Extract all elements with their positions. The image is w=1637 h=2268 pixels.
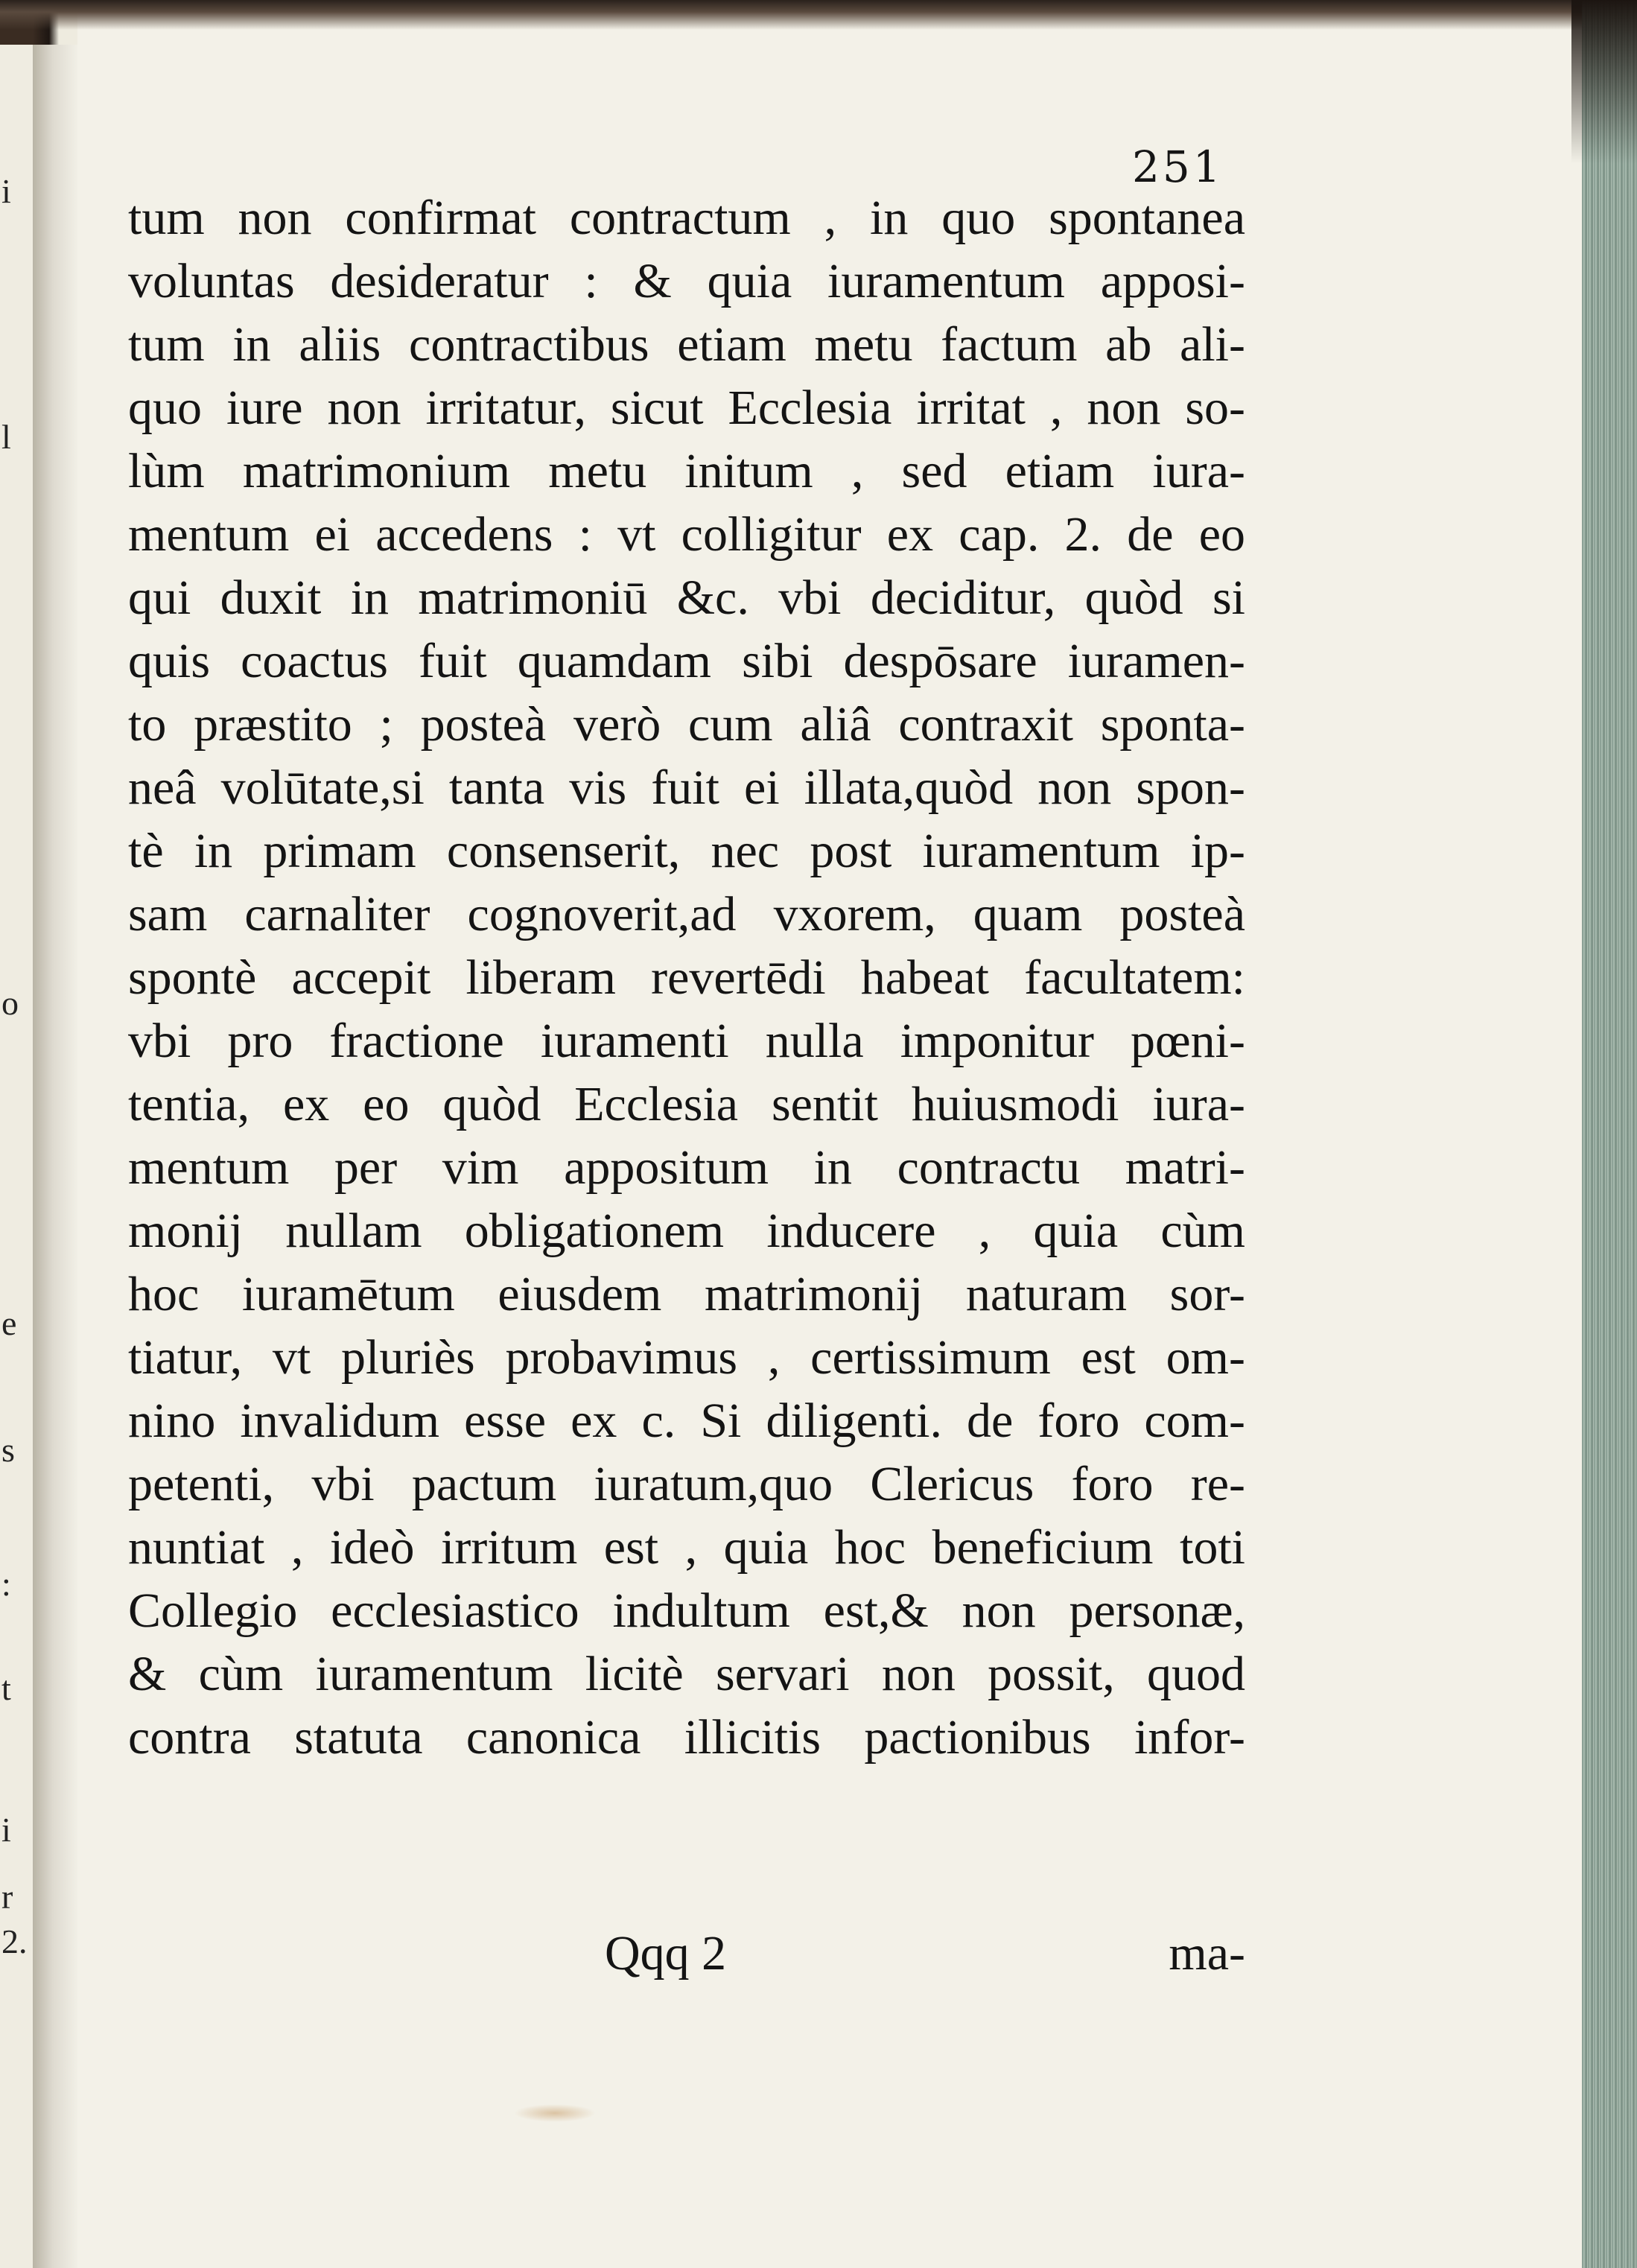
previous-page-edge [0,45,35,2268]
text-line: tum non confirmat contractum , in quo spontanea [128,191,1245,245]
fragment: s [1,1431,15,1469]
page-block-edge [1582,0,1637,2268]
text-line: Collegio ecclesiastico indultum est,& non personæ, [128,1584,1245,1638]
fragment: l [1,418,11,456]
fragment: : [1,1565,11,1603]
previous-page-fragments [0,45,33,2268]
text-line: neâ volūtate,si tanta vis fuit ei illata,quòd non spon- [128,760,1245,815]
text-line: lùm matrimonium metu initum , sed etiam iura- [128,444,1245,498]
text-line: nino invalidum esse ex c. Si diligenti. de foro com- [128,1394,1245,1448]
text-line: tum in aliis contractibus etiam metu factum ab ali- [128,317,1245,372]
text-line: sam carnaliter cognoverit,ad vxorem, quam posteà [128,887,1245,941]
fragment: i [1,1811,11,1849]
text-line: & cùm iuramentum licitè servari non possit, quod [128,1647,1245,1701]
fragment: e [1,1304,17,1342]
page-footer [128,1925,1245,1989]
paper-stain [514,2104,596,2122]
book-gutter [33,45,77,2268]
fragment: r [1,1878,13,1916]
text-line: tiatur, vt pluriès probavimus , certissimum est om- [128,1330,1245,1385]
text-line: to præstito ; posteà verò cum aliâ contraxit sponta- [128,697,1245,752]
text-line: qui duxit in matrimoniū &c. vbi deciditur, quòd si [128,571,1245,625]
body-text [128,186,1245,1769]
fragment: 2. [1,1922,28,1960]
text-line: voluntas desideratur : & quia iuramentum apposi- [128,254,1245,308]
text-line: nuntiat , ideò irritum est , quia hoc beneficium toti [128,1520,1245,1575]
page-block-shadow [1571,0,1637,164]
text-line: mentum ei accedens : vt colligitur ex cap. 2. de eo [128,507,1245,562]
text-line: monij nullam obligationem inducere , quia cùm [128,1204,1245,1258]
text-line: mentum per vim appositum in contractu matri- [128,1140,1245,1195]
text-line: hoc iuramētum eiusdem matrimonij naturam sor- [128,1267,1245,1321]
catchword: ma- [1169,1926,1245,1980]
text-line: contra statuta canonica illicitis pactionibus infor- [128,1710,1245,1764]
text-line: vbi pro fractione iuramenti nulla imponitur pœni- [128,1014,1245,1068]
text-line: petenti, vbi pactum iuratum,quo Clericus foro re- [128,1457,1245,1511]
text-line: quis coactus fuit quamdam sibi despōsare iuramen- [128,634,1245,688]
text-line: spontè accepit liberam revertēdi habeat facultatem: [128,950,1245,1005]
fragment: o [1,984,19,1022]
text-line: quo iure non irritatur, sicut Ecclesia irritat , non so- [128,381,1245,435]
page-number: 251 [1132,142,1224,192]
top-shadow [0,0,1637,30]
text-line: tè in primam consenserit, nec post iuramentum ip- [128,824,1245,878]
fragment: t [1,1669,11,1707]
signature-mark: Qqq 2 [605,1926,727,1980]
text-line: tentia, ex eo quòd Ecclesia sentit huiusmodi iura- [128,1077,1245,1131]
fragment: i [1,172,11,210]
